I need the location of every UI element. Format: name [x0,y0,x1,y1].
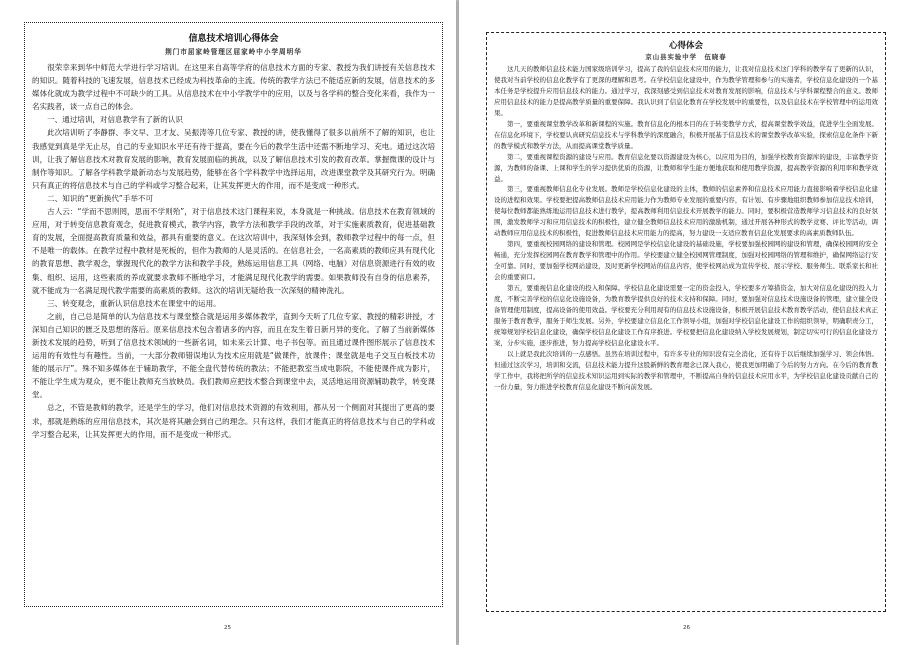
paragraph: 第三，要重视教师信息化专业发展。教师是学校信息化建设的主体，教师的信息素养和信息技术应用能力直接影响着学校信息化建设的进程和效果。学校要把提高教师信息技术应用能力作为教师专业发展的重要内容，有计划、有步骤地组织教师参加信息技术培训，使每位教师都能熟练地运用信息技术进行教学，提高教师利用信息技术开展教学的能力。同时，要积极营造教师学习信息技术的良好氛围，激发教师学习和应用信息技术的积极性，建立健全教师信息技术应用的激励机制，通过开展各种形式的教学竞赛、评比等活动，调动教师应用信息技术的积极性，促进教师信息技术应用能力的提高，努力建设一支适应教育信息化发展要求的高素质教师队伍。 [494,185,878,238]
paragraph: 第四，要重视校园网络的建设和管理。校园网是学校信息化建设的基础设施，学校要加强校园网的建设和管理，确保校园网的安全畅通，充分发挥校园网在教育教学和管理中的作用。学校要建立健全校园网管理制度，加强对校园网络的管理和维护，确保网络运行安全可靠。同时，要加强学校网站建设，及时更新学校网站的信息内容，使学校网站成为宣传学校、展示学校、服务师生、联系家长和社会的重要窗口。 [494,240,878,282]
paragraph: 第一，要重视课堂教学改革和新课程的实施。教育信息化的根本目的在于转变教学方式，提高课堂教学效益，促进学生全面发展。在信息化环境下，学校要认真研究信息技术与学科教学的深度融合，积极开展基于信息技术的课堂教学改革实验，探索信息化条件下新的教学模式和教学方法，从而提高课堂教学质量。 [494,119,878,150]
paragraph: 第二，要重视课程资源的建设与应用。教育信息化要以资源建设为核心，以应用为目的，加强学校教育资源库的建设，丰富教学资源，为教师的备课、上课和学生的学习提供优质的资源，让教师和学生能方便地获取和使用教学资源，提高教学资源的利用率和教学效益。 [494,152,878,183]
article-author: 荆门市屈家岭管理区屈家岭中小学周明华 [165,48,302,56]
article-title: 信息技术培训心得体会 [188,34,279,44]
page-number: 25 [224,625,231,631]
paragraph: 第五，要重视信息化建设的投入和保障。学校信息化建设需要一定的资金投入，学校要多方筹措资金，加大对信息化建设的投入力度，不断完善学校的信息化设施设备，为教育教学提供良好的技术支持和保障。同时，要加强对信息技术设施设备的管理，建立健全设备管理使用制度，提高设备的使用效益。学校要充分利用现有的信息技术设施设备，积极开展信息技术教育教学活动，使信息技术真正服务于教育教学，服务于师生发展。另外，学校要建立信息化工作领导小组，加强对学校信息化建设工作的组织领导，明确职责分工，统筹规划学校信息化建设，确保学校信息化建设工作有序推进。学校要把信息化建设纳入学校发展规划，制定切实可行的信息化建设方案，分步实施，逐步推进，努力提高学校信息化建设水平。 [494,284,878,347]
paragraph: 古人云：“学而不思则罔，思而不学则殆”，对于信息技术这门课程来说，本身就是一种挑战。信息技术在教育领域的应用，对于转变信息教育观念，促进教育模式，教学内容，教学方法和教学手段的改革，对于实施素质教育，促进基础教育的发展，全面提高教育质量和效益，都具有重要的意义。在这次培训中，我深刻体会到，教师教学过程中的每一点，但不是唯一的载体。在教学过程中教材是死板的，但作为教师的人是灵活的。在信息社会，一名高素质的教师应具有现代化的教育思想、教学观念，掌握现代化的教学方法和教学手段，熟练运用信息工具（网络、电脑）对信息资源进行有效的收集、组织、运用，这些素质的养成就要求教师不断地学习，才能满足现代化教学的需要。如果教师没有自身的信息素养，就不能成为一名满足现代教学需要的高素质的教师。这次的培训无疑给我一次深刻的精神洗礼。 [32,207,435,295]
section-heading: 二、知识的“更新换代”手举不可 [47,193,154,203]
section-heading: 三、转变观念，重新认识信息技术在课堂中的运用。 [47,298,221,308]
paragraph: 以上就是我此次培训的一点感悟。虽然在培训过程中，有许多专业的知识没有完全消化，还有待于以后继续加强学习、领会体悟。但通过这次学习，培训和交流，信息技术能力提升这股新鲜的教育理念已深入我心，使我更加明确了今后的努力方向。在今后的教育教学工作中，我将把所学的信息技术知识运用到实际的教学和管理中，不断提高自身的信息技术应用水平，为学校信息化建设贡献自己的一份力量，努力推进学校教育信息化建设不断向前发展。 [494,349,878,391]
paragraph: 此次培训听了李静群、李文早、卫才友、吴振涛等几位专家、教授的讲，使我懂得了很多以前所不了解的知识，也让我感觉到真是学无止尽，自己的专业知识水平还有待于提高，要在今后的教学生活中还需不断地学习、充电。通过这次培训，让我了解信息技术对教育发展的影响，教育发展面临的挑战，以及了解信息技术引发的教育改革。掌握微课的设计与制作等知识。了解各学科教学最新动态与发展趋势，能够在各个学科教学中选择运用，改进课堂教学及其研究行为。明确只有真正的将信息技术与自己的学科或学习整合起来，让其发挥更大的作用，而不是变成一种形式。 [32,128,435,190]
dotted-border-frame [24,22,443,607]
dashed-border-frame [486,32,886,612]
page-number: 26 [683,625,690,631]
paragraph: 这几天的教师信息技术能力国家级培训学习，提高了我的信息技术应用的能力，让我对信息技术这门学科的教学有了更新的认识，使我对当前学校的信息化教学有了更深的理解和思考。在学校信息化建设中，作为教学管理和参与的实施者，学校信息化建设的一个基本任务是学校提升应用信息技术的能力。通过学习，我深刻感受到信息技术对教育发展的影响，信息技术与学科课程整合的意义。教师应用信息技术的能力是提高教学质量的重要保障。我认识到了信息化教育在学校发展中的重要性，以及信息技术在学校管理中的运用效果。 [494,65,878,117]
page-left [0,0,456,645]
paragraph: 总之，不管是教师的教学，还是学生的学习，他们对信息技术资源的有效利用，都从另一个侧面对其提出了更高的要求，那就是熟练的应用信息技术，其次是将其融会到自己的理念。只有这样，我们才能真正的将信息技术与自己的学科或学习整合起来，让其发挥更大的作用，而不是变成一种形式。 [32,403,435,439]
page-right [459,0,914,645]
paragraph: 很荣幸来到华中师范大学进行学习培训。在这里来自高等学府的信息技术方面的专家、教授为我们讲授有关信息技术的知识。随着科技的飞速发展，信息技术已经成为科技革命的主流。传统的教学方法已不能适应新的发展，信息技术的多媒体化就成为教学过程中不可缺少的工具。从信息技术在中小学教学中的应用，以及与各学科的整合变化来看，我作为一名实践者，谈一点自己的体会。 [32,63,435,112]
article-author: 京山县实验中学 伍晓春 [645,53,727,61]
paragraph: 之前，自己总是简单的认为信息技术与课堂整合就是运用多媒体教学，直到今天听了几位专家、教授的精彩讲授，才深知自己知识的匮乏及思想的落后。原来信息技术包含着诸多的内容，而且在发生着日新月异的变化。了解了当前新媒体新技术发展的趋势，听到了信息技术领域的一些新名词，如未来云计算、电子书包等。而且通过课件图形展示了信息技术运用的有效性与有趣性。当前，一大部分教师错误地认为技术应用就是“做课件，放课件；课堂就是电子交互白板技术功能的展示厅”。殊不知多媒体在于辅助教学，不能全盘代替传统的教法；不能把教室当成电影院，不能使课件成为影片，不能让学生成为观众，更不能让教师充当放映员。我们教师应把技术整合到课堂中去，灵活地运用资源辅助教学，转变课堂。 [32,311,435,400]
article-title: 心得体会 [668,41,703,51]
section-heading: 一、通过培训，对信息教学有了新的认识 [47,115,183,125]
